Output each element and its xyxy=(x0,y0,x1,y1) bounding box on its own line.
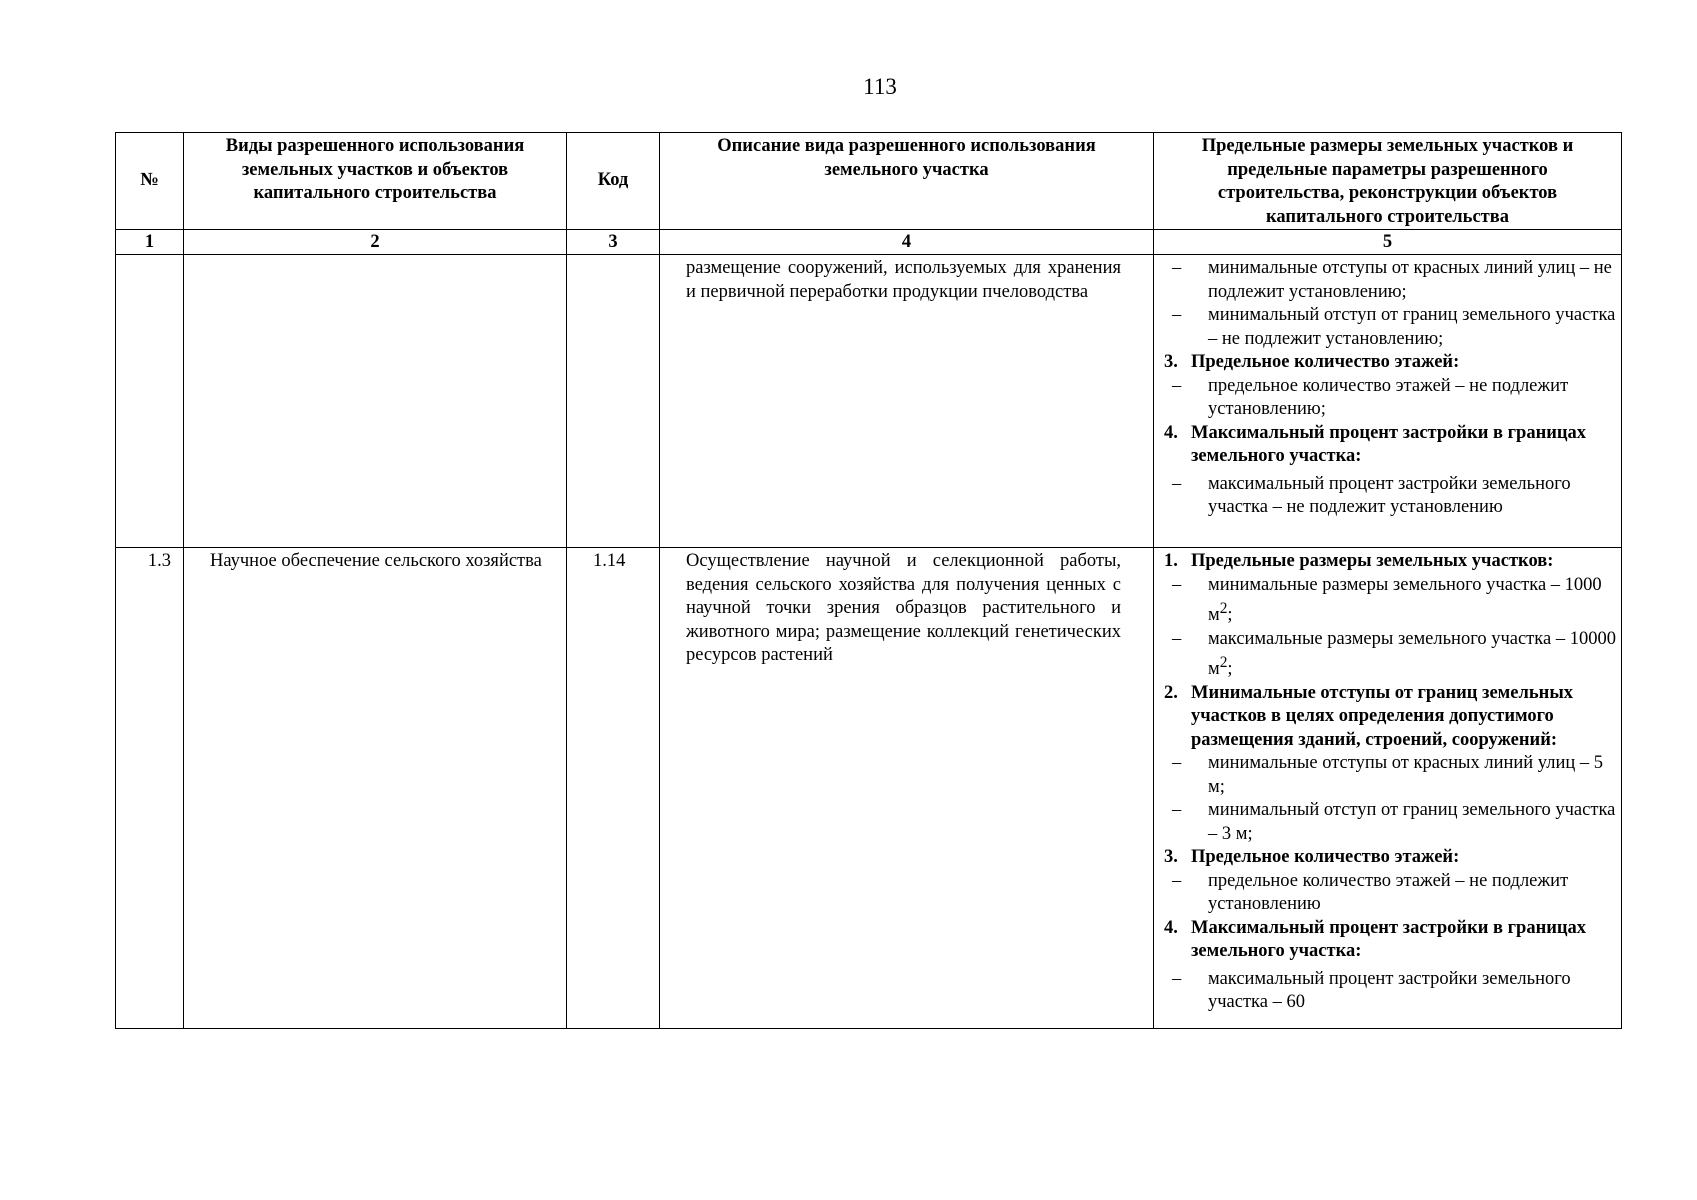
column-number: 2 xyxy=(184,230,567,255)
header-limits: Предельные размеры земельных участков и предельные параметры разрешенного строительства, реконструкции объектов капитального строительства xyxy=(1154,133,1622,230)
limits-heading: 1. Предельные размеры земельных участков: xyxy=(1164,551,1554,571)
list-item: – минимальные отступы от красных линий улиц – не подлежит установлению; xyxy=(1164,257,1617,304)
list-item: – минимальный отступ от границ земельного участка – не подлежит установлению; xyxy=(1164,304,1617,351)
list-item: – минимальные размеры земельного участка – 1000 $м^2$; xyxy=(1164,574,1617,628)
table-header-row xyxy=(116,133,1622,230)
land-use-table xyxy=(115,132,1622,1029)
use-type-name xyxy=(184,255,567,548)
use-description: Осуществление научной и селекционной работы, ведения сельского хозяйства для получения ценных с научной точки зрения образцов растительного и животного мира; размещение коллекций генетических ресурсов растений xyxy=(660,548,1154,1029)
limits-cell xyxy=(1154,255,1622,548)
dash-bullet: – xyxy=(1172,968,1182,989)
dash-bullet: – xyxy=(1172,375,1182,396)
list-item: – минимальный отступ от границ земельного участка – 3 м; xyxy=(1164,799,1617,846)
limits-heading: 4. Максимальный процент застройки в границах земельного участка: xyxy=(1164,422,1587,466)
dash-bullet: – xyxy=(1172,574,1182,595)
list-item: – максимальные размеры земельного участка – 10000 $м^2$; xyxy=(1164,628,1617,682)
limits-heading: 2. Минимальные отступы от границ земельных участков в целях определения допустимого размещения зданий, строений, сооружений: xyxy=(1164,682,1574,750)
list-item: – минимальные отступы от красных линий улиц – 5 м; xyxy=(1164,752,1617,799)
dash-bullet: – xyxy=(1172,305,1182,325)
dash-bullet: – xyxy=(1172,473,1182,494)
column-number-row xyxy=(116,230,1622,255)
list-item: – предельное количество этажей – не подлежит установлению xyxy=(1164,870,1617,917)
page-number: 113 xyxy=(863,74,897,99)
dash-bullet: – xyxy=(1172,753,1182,774)
list-item: – максимальный процент застройки земельного участка – не подлежит установлению xyxy=(1164,473,1617,520)
limits-heading: 3. Предельное количество этажей: xyxy=(1164,847,1460,868)
column-number: 5 xyxy=(1154,230,1622,255)
column-number: 4 xyxy=(660,230,1154,255)
dash-bullet: – xyxy=(1172,870,1182,891)
row-number: 1.3 xyxy=(116,548,184,1029)
header-number: № xyxy=(116,133,184,230)
header-code: Код xyxy=(567,133,660,230)
table-row xyxy=(116,548,1622,1029)
row-number xyxy=(116,255,184,548)
dash-bullet: – xyxy=(1172,800,1182,821)
column-number: 3 xyxy=(567,230,660,255)
use-description: размещение сооружений, используемых для хранения и первичной переработки продукции пчеловодства xyxy=(660,255,1154,548)
list-item: – максимальный процент застройки земельного участка – 60 xyxy=(1164,968,1617,1015)
use-code xyxy=(567,255,660,548)
limits-heading: 3. Предельное количество этажей: xyxy=(1164,352,1460,372)
list-item: – предельное количество этажей – не подлежит установлению; xyxy=(1164,375,1617,422)
header-use-types: Виды разрешенного использования земельных участков и объектов капитального строительства xyxy=(184,133,567,230)
use-type-name: Научное обеспечение сельского хозяйства xyxy=(184,548,567,1029)
dash-bullet: – xyxy=(1172,628,1182,649)
dash-bullet: – xyxy=(1172,258,1182,278)
limits-heading: 4. Максимальный процент застройки в границах земельного участка: xyxy=(1164,917,1587,962)
use-code: 1.14 xyxy=(567,548,660,1029)
limits-cell xyxy=(1154,548,1622,1029)
header-description: Описание вида разрешенного использования земельного участка xyxy=(660,133,1154,230)
table-row xyxy=(116,255,1622,548)
column-number: 1 xyxy=(116,230,184,255)
